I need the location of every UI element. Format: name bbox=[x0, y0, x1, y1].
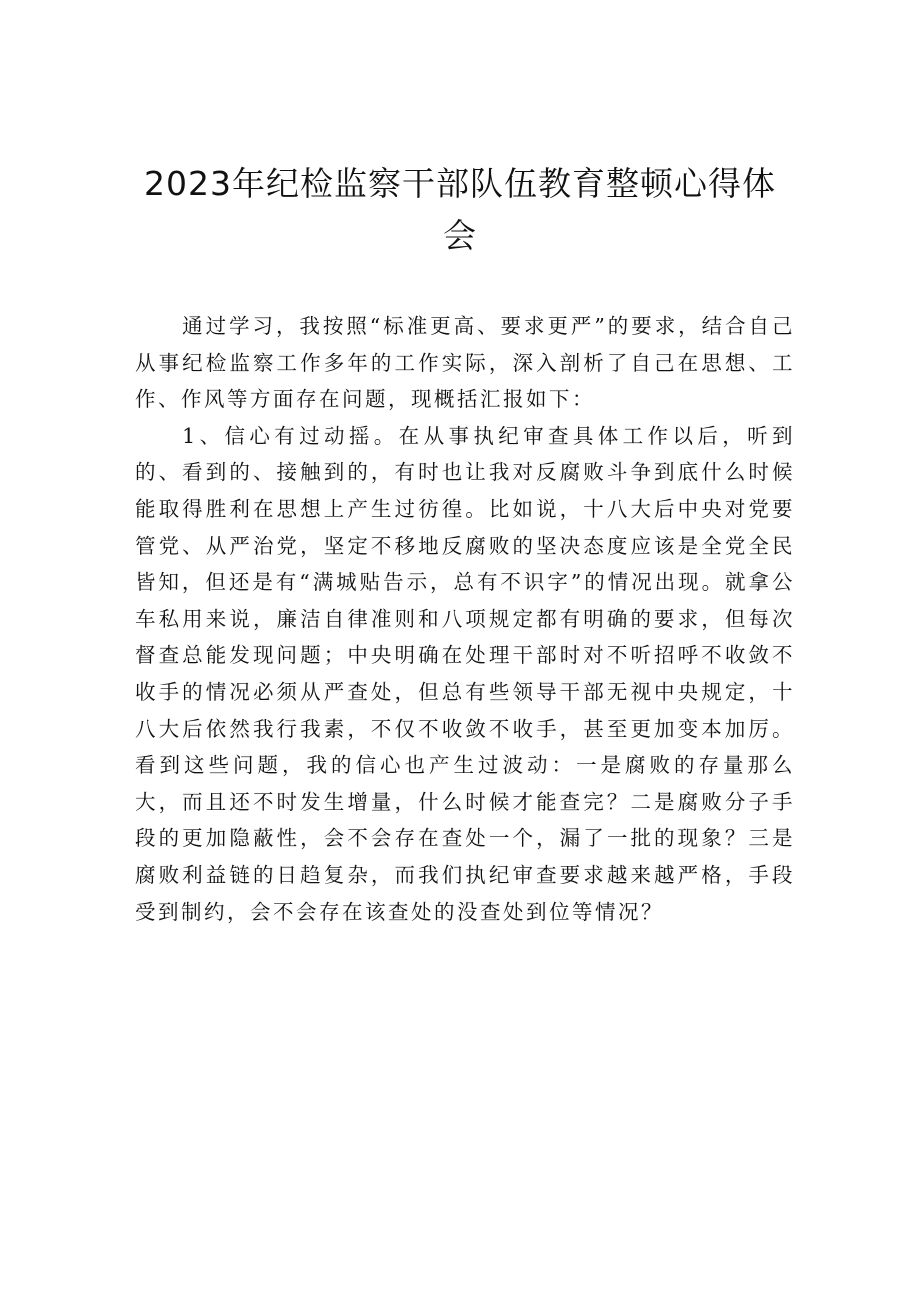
document-body bbox=[135, 308, 795, 930]
paragraph-intro: 通过学习，我按照“标准更高、要求更严”的要求，结合自己从事纪检监察工作多年的工作实际，深入剖析了自己在思想、工作、作风等方面存在问题，现概括汇报如下： bbox=[135, 314, 795, 412]
paragraph-point-1: 1、信心有过动摇。在从事执纪审查具体工作以后，听到的、看到的、接触到的，有时也让我对反腐败斗争到底什么时候能取得胜利在思想上产生过彷徨。比如说，十八大后中央对党要管党、从严治党，坚定不移地反腐败的坚决态度应该是全党全民皆知，但还是有“满城贴告示，总有不识字”的情况出现。就拿公车私用来说，廉洁自律准则和八项规定都有明确的要求，但每次督查总能发现问题；中央明确在处理干部时对不听招呼不收敛不收手的情况必须从严查处，但总有些领导干部无视中央规定，十八大后依然我行我素，不仅不收敛不收手，甚至更加变本加厉。看到这些问题，我的信心也产生过波动：一是腐败的存量那么大，而且还不时发生增量，什么时候才能查完？二是腐败分子手段的更加隐蔽性，会不会存在查处一个，漏了一批的现象？三是腐败利益链的日趋复杂，而我们执纪审查要求越来越严格，手段受到制约，会不会存在该查处的没查处到位等情况？ bbox=[135, 423, 795, 924]
document-title: 2023年纪检监察干部队伍教育整顿心得体会 bbox=[144, 164, 776, 255]
